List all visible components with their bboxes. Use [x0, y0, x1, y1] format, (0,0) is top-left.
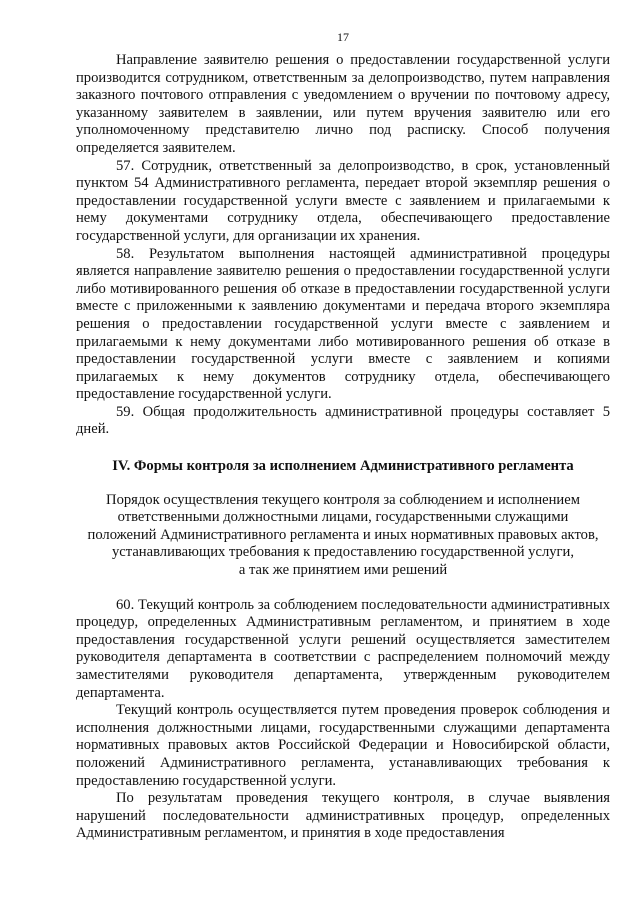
paragraph-control-results: По результатам проведения текущего контроля, в случае выявления нарушений последовательности административных процедур, определенных Административным регламентом, и принятия в ходе предоставления	[76, 790, 610, 842]
paragraph-59: 59. Общая продолжительность административной процедуры составляет 5 дней.	[76, 403, 610, 438]
subheading-line: устанавливающих требования к предоставлению государственной услуги,	[112, 544, 574, 561]
paragraph-58: 58. Результатом выполнения настоящей административной процедуры является направление заявителю решения о предоставлении государственной услуги либо мотивированного решения об отказе в предоставлении государственной услуги вместе с приложенными к заявлению документами и передача второго экземпляра решения о предоставлении государственной услуги вместе с заявлением и прилагаемыми к нему документами либо мотивированного решения об отказе в предоставлении государственной услуги вместе с заявлением и копиями прилагаемых к нему документов сотруднику отдела, обеспечивающего предоставление государственной услуги.	[76, 245, 610, 403]
section-heading: IV. Формы контроля за исполнением Административного регламента	[112, 458, 574, 475]
page-number: 17	[337, 30, 349, 44]
paragraph-control-method: Текущий контроль осуществляется путем проведения проверок соблюдения и исполнения должностными лицами, государственными служащими департамента нормативных правовых актов Российской Федерации и Новосибирской области, положений Административного регламента, устанавливающих требования к предоставлению государственной услуги.	[76, 702, 610, 789]
document-page	[76, 30, 610, 843]
subheading-line: ответственными должностными лицами, государственными служащими	[117, 509, 569, 526]
subheading-line: а так же принятием ими решений	[238, 562, 448, 579]
paragraph-57: 57. Сотрудник, ответственный за делопроизводство, в срок, установленный пунктом 54 Административного регламента, передает второй экземпляр решения о предоставлении государственной услуги вместе с заявлением и прилагаемыми к нему документами сотруднику отдела, обеспечивающего предоставление государственной услуги, для организации их хранения.	[76, 157, 610, 244]
subheading-line: положений Административного регламента и иных нормативных правовых актов,	[87, 526, 599, 543]
paragraph-delivery: Направление заявителю решения о предоставлении государственной услуги производится сотрудником, ответственным за делопроизводство, путем направления заказного почтового отправления с уведомлением о вручении по почтовому адресу, указанному заявителем в заявлении, или путем вручения заявителю или его уполномоченному представителю лично под расписку. Способ получения определяется заявителем.	[76, 52, 610, 156]
subheading-line: Порядок осуществления текущего контроля за соблюдением и исполнением	[106, 491, 580, 508]
paragraph-60: 60. Текущий контроль за соблюдением последовательности административных процедур, определенных Административным регламентом, и принятием в ходе предоставления государственной услуги решений осуществляется заместителем руководителя департамента в соответствии с распределением полномочий между заместителями руководителя департамента, утвержденным руководителем департамента.	[76, 596, 610, 701]
subsection-heading	[76, 492, 610, 580]
